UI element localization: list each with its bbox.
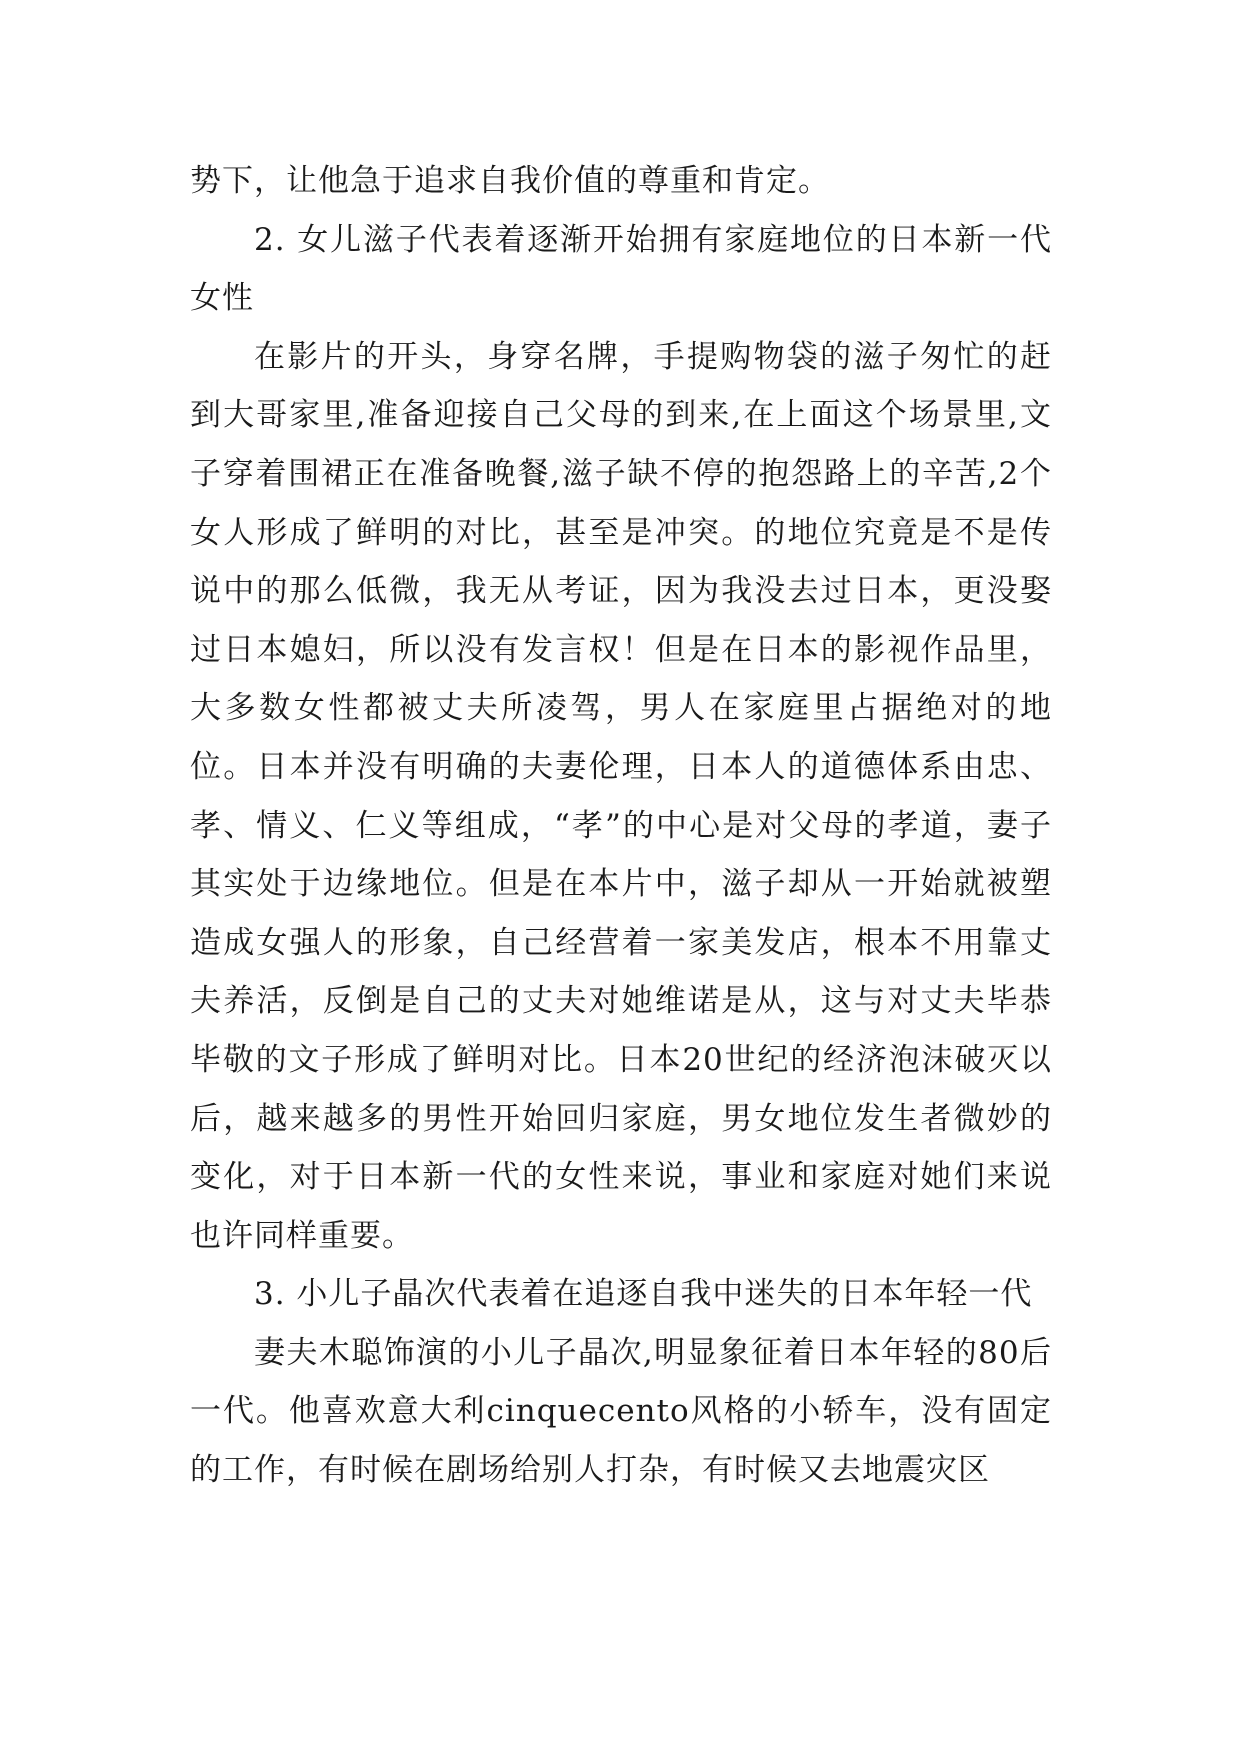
- paragraph-1: 势下，让他急于追求自我价值的尊重和肯定。: [190, 163, 830, 199]
- heading-3-son: 3. 小儿子晶次代表着在追逐自我中迷失的日本年轻一代: [254, 1276, 1033, 1313]
- paragraph-son: 妻夫木聪饰演的小儿子晶次,明显象征着日本年轻的80后一代。他喜欢意大利cinquecento风格的小轿车，没有固定的工作，有时候在剧场给别人打杂，有时候又去地震灾区: [190, 1334, 1052, 1489]
- paragraph-daughter: 在影片的开头，身穿名牌，手提购物袋的滋子匆忙的赶到大哥家里,准备迎接自己父母的到来,在上面这个场景里,文子穿着围裙正在准备晚餐,滋子缺不停的抱怨路上的辛苦,2个女人形成了鲜明的对比，甚至是冲突。的地位究竟是不是传说中的那么低微，我无从考证，因为我没去过日本，更没娶过日本媳妇，所以没有发言权！但是在日本的影视作品里，大多数女性都被丈夫所凌驾，男人在家庭里占据绝对的地位。日本并没有明确的夫妻伦理，日本人的道德体系由忠、孝、情义、仁义等组成，“孝”的中心是对父母的孝道，妻子其实处于边缘地位。但是在本片中，滋子却从一开始就被塑造成女强人的形象，自己经营着一家美发店，根本不用靠丈夫养活，反倒是自己的丈夫对她维诺是从，这与对丈夫毕恭毕敬的文子形成了鲜明对比。日本20世纪的经济泡沫破灭以后，越来越多的男性开始回归家庭，男女地位发生者微妙的变化，对于日本新一代的女性来说，事业和家庭对她们来说也许同样重要。: [190, 338, 1052, 1254]
- body-text: [190, 152, 1052, 1500]
- heading-2-daughter: 2. 女儿滋子代表着逐渐开始拥有家庭地位的日本新一代女性: [190, 221, 1052, 317]
